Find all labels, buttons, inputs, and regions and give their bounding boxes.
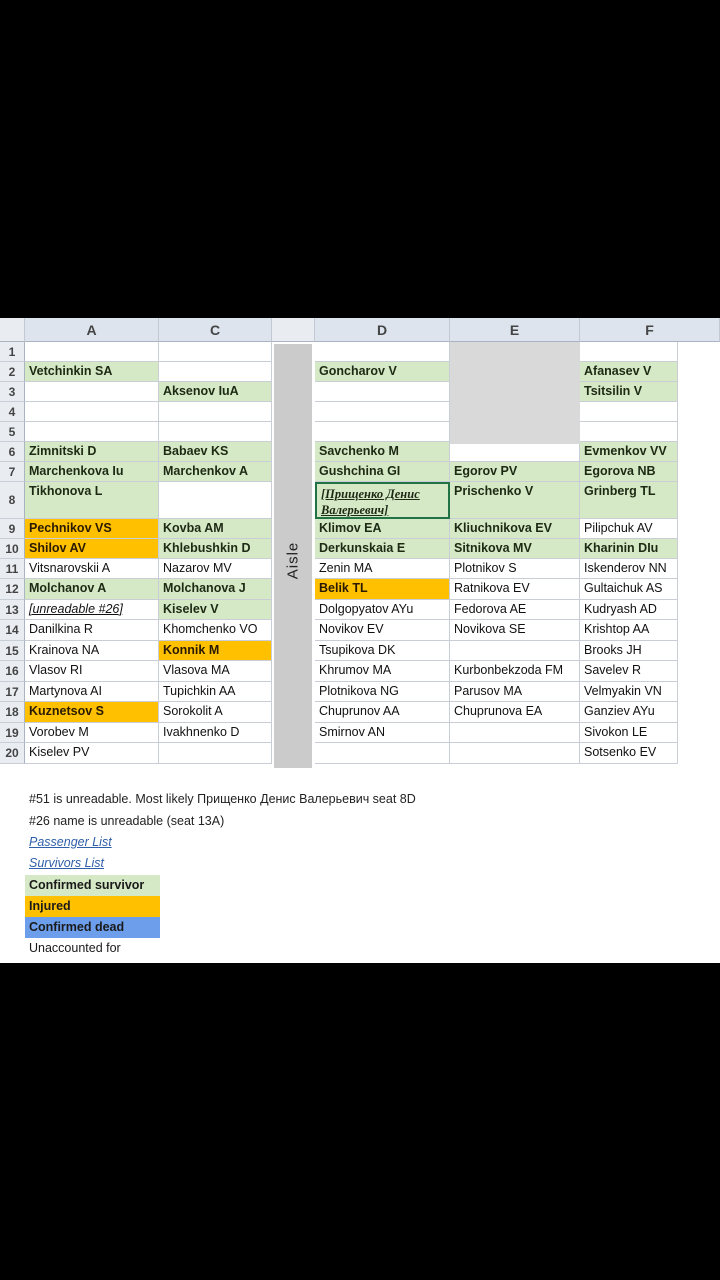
seat-cell[interactable]: Gultaichuk AS xyxy=(580,579,678,600)
corner-header[interactable] xyxy=(0,318,25,342)
seat-cell[interactable]: Parusov MA xyxy=(450,682,580,702)
seat-cell[interactable]: Sivokon LE xyxy=(580,723,678,743)
row-header[interactable]: 3 xyxy=(0,382,25,402)
seat-cell[interactable]: Chuprunova EA xyxy=(450,702,580,723)
row-header[interactable]: 4 xyxy=(0,402,25,422)
seat-cell[interactable]: Nazarov MV xyxy=(159,559,272,579)
seat-cell[interactable]: Vitsnarovskii A xyxy=(25,559,159,579)
seat-cell[interactable]: Ratnikova EV xyxy=(450,579,580,600)
seat-cell[interactable]: Egorova NB xyxy=(580,462,678,482)
row-header[interactable]: 9 xyxy=(0,519,25,539)
row-header[interactable]: 8 xyxy=(0,482,25,519)
seat-cell[interactable]: Shilov AV xyxy=(25,539,159,559)
column-header-d[interactable]: D xyxy=(315,318,450,342)
aisle-label xyxy=(272,530,314,590)
seat-cell[interactable]: Aksenov IuA xyxy=(159,382,272,402)
seat-cell[interactable]: Klimov EA xyxy=(315,519,450,539)
seat-cell[interactable]: Vlasov RI xyxy=(25,661,159,682)
seat-cell[interactable]: Sotsenko EV xyxy=(580,743,678,764)
seat-cell[interactable]: Kliuchnikova EV xyxy=(450,519,580,539)
seat-cell[interactable] xyxy=(159,342,272,362)
seat-cell[interactable]: Martynova AI xyxy=(25,682,159,702)
seat-cell[interactable] xyxy=(159,362,272,382)
row-header[interactable]: 15 xyxy=(0,641,25,661)
seat-cell[interactable]: Pilipchuk AV xyxy=(580,519,678,539)
seat-cell[interactable]: Zimnitski D xyxy=(25,442,159,462)
seat-cell[interactable]: Novikov EV xyxy=(315,620,450,641)
row-header[interactable]: 20 xyxy=(0,743,25,764)
note-unreadable-51: #51 is unreadable. Most likely Прищенко Денис Валерьевич seat 8D xyxy=(29,792,416,806)
seat-cell[interactable]: Brooks JH xyxy=(580,641,678,661)
seat-cell[interactable] xyxy=(159,482,272,519)
seat-cell[interactable]: Khrumov MA xyxy=(315,661,450,682)
seat-cell[interactable] xyxy=(159,422,272,442)
row-header[interactable]: 10 xyxy=(0,539,25,559)
seat-cell[interactable]: Krainova NA xyxy=(25,641,159,661)
seat-cell[interactable]: Molchanova J xyxy=(159,579,272,600)
seat-cell[interactable]: Smirnov AN xyxy=(315,723,450,743)
seat-cell[interactable]: Vlasova MA xyxy=(159,661,272,682)
seat-cell[interactable] xyxy=(450,723,580,743)
seat-cell[interactable]: Marchenkova Iu xyxy=(25,462,159,482)
row-header[interactable]: 7 xyxy=(0,462,25,482)
seat-cell[interactable]: Savelev R xyxy=(580,661,678,682)
seat-cell[interactable] xyxy=(315,342,450,362)
seat-cell[interactable]: Kurbonbekzoda FM xyxy=(450,661,580,682)
seat-cell[interactable]: Tupichkin AA xyxy=(159,682,272,702)
seat-cell[interactable] xyxy=(25,382,159,402)
seat-cell[interactable]: Ivakhnenko D xyxy=(159,723,272,743)
row-header[interactable]: 17 xyxy=(0,682,25,702)
column-header-f[interactable]: F xyxy=(580,318,720,342)
seat-cell[interactable] xyxy=(25,342,159,362)
row-header[interactable]: 13 xyxy=(0,600,25,620)
seat-cell[interactable] xyxy=(315,743,450,764)
column-header-e[interactable]: E xyxy=(450,318,580,342)
seat-cell[interactable]: Dolgopyatov AYu xyxy=(315,600,450,620)
seat-cell[interactable]: Sitnikova MV xyxy=(450,539,580,559)
seat-cell[interactable]: Evmenkov VV xyxy=(580,442,678,462)
seat-cell[interactable]: Tsitsilin V xyxy=(580,382,678,402)
seat-cell[interactable]: Zenin MA xyxy=(315,559,450,579)
legend-confirmed-dead: Confirmed dead xyxy=(25,917,160,938)
seat-cell[interactable]: Velmyakin VN xyxy=(580,682,678,702)
column-header-c[interactable]: C xyxy=(159,318,272,342)
seat-cell[interactable]: Savchenko M xyxy=(315,442,450,462)
seat-cell[interactable]: Khomchenko VO xyxy=(159,620,272,641)
left-margin xyxy=(0,764,25,963)
seat-cell[interactable]: Plotnikov S xyxy=(450,559,580,579)
legend-confirmed-survivor: Confirmed survivor xyxy=(25,875,160,896)
seat-cell[interactable]: Afanasev V xyxy=(580,362,678,382)
seat-cell[interactable]: Kuznetsov S xyxy=(25,702,159,723)
row-header[interactable]: 11 xyxy=(0,559,25,579)
spreadsheet xyxy=(0,318,720,963)
seat-cell[interactable]: Babaev KS xyxy=(159,442,272,462)
seat-cell[interactable]: Ganziev AYu xyxy=(580,702,678,723)
seat-cell[interactable] xyxy=(450,442,580,462)
row-header[interactable]: 6 xyxy=(0,442,25,462)
seat-cell[interactable] xyxy=(580,422,678,442)
seat-cell[interactable] xyxy=(580,402,678,422)
passenger-list-link[interactable]: Passenger List xyxy=(29,835,112,849)
row-header[interactable]: 2 xyxy=(0,362,25,382)
seat-cell[interactable]: Iskenderov NN xyxy=(580,559,678,579)
seat-cell[interactable] xyxy=(315,382,450,402)
seat-cell[interactable]: Grinberg TL xyxy=(580,482,678,519)
seat-cell[interactable]: Egorov PV xyxy=(450,462,580,482)
row-header[interactable]: 12 xyxy=(0,579,25,600)
seat-cell[interactable] xyxy=(159,743,272,764)
seat-cell[interactable] xyxy=(159,402,272,422)
seat-cell[interactable]: Vorobev M xyxy=(25,723,159,743)
seat-cell[interactable] xyxy=(580,342,678,362)
seat-cell[interactable]: Pechnikov VS xyxy=(25,519,159,539)
seat-cell[interactable]: Fedorova AE xyxy=(450,600,580,620)
seat-cell[interactable] xyxy=(450,743,580,764)
seat-cell[interactable]: Kiselev PV xyxy=(25,743,159,764)
seat-cell[interactable]: Kudryash AD xyxy=(580,600,678,620)
seat-cell[interactable]: Khlebushkin D xyxy=(159,539,272,559)
row-header[interactable]: 5 xyxy=(0,422,25,442)
seat-cell[interactable]: Kovba AM xyxy=(159,519,272,539)
column-header-a[interactable]: A xyxy=(25,318,159,342)
seat-cell[interactable] xyxy=(25,422,159,442)
seat-cell[interactable]: Konnik M xyxy=(159,641,272,661)
note-unreadable-26: #26 name is unreadable (seat 13A) xyxy=(29,814,225,828)
legend-unaccounted: Unaccounted for xyxy=(29,941,121,955)
seat-cell[interactable]: Plotnikova NG xyxy=(315,682,450,702)
column-header-aisle[interactable] xyxy=(272,318,315,342)
seat-cell[interactable]: Prischenko V xyxy=(450,482,580,519)
seat-cell[interactable] xyxy=(315,422,450,442)
seat-cell[interactable]: Sorokolit A xyxy=(159,702,272,723)
row-header[interactable]: 14 xyxy=(0,620,25,641)
row-header[interactable]: 1 xyxy=(0,342,25,362)
seat-cell[interactable]: Gushchina GI xyxy=(315,462,450,482)
legend-injured: Injured xyxy=(25,896,160,917)
seat-cell[interactable] xyxy=(450,641,580,661)
seat-cell[interactable]: Marchenkov A xyxy=(159,462,272,482)
survivors-list-link[interactable]: Survivors List xyxy=(29,856,105,870)
seat-cell[interactable]: Danilkina R xyxy=(25,620,159,641)
row-header[interactable]: 18 xyxy=(0,702,25,723)
seat-cell[interactable]: Tikhonova L xyxy=(25,482,159,519)
seat-cell[interactable]: Goncharov V xyxy=(315,362,450,382)
seat-cell[interactable]: Derkunskaia E xyxy=(315,539,450,559)
seat-cell[interactable]: Chuprunov AA xyxy=(315,702,450,723)
seat-cell[interactable]: [unreadable #26] xyxy=(25,600,159,620)
seat-cell[interactable]: Belik TL xyxy=(315,579,450,600)
seat-cell[interactable]: Kharinin DIu xyxy=(580,539,678,559)
aisle-text: Aisle xyxy=(284,541,302,579)
row-header[interactable]: 19 xyxy=(0,723,25,743)
missing-seats-block xyxy=(450,342,580,444)
seat-cell[interactable] xyxy=(315,402,450,422)
seat-cell[interactable]: Molchanov A xyxy=(25,579,159,600)
seat-cell[interactable]: Krishtop AA xyxy=(580,620,678,641)
seat-cell[interactable]: Tsupikova DK xyxy=(315,641,450,661)
seat-cell[interactable]: Novikova SE xyxy=(450,620,580,641)
seat-cell[interactable]: Vetchinkin SA xyxy=(25,362,159,382)
seat-cell[interactable]: Kiselev V xyxy=(159,600,272,620)
row-header[interactable]: 16 xyxy=(0,661,25,682)
seat-cell[interactable]: [Прищенко Денис Валерьевич] xyxy=(315,482,450,519)
seat-cell[interactable] xyxy=(25,402,159,422)
